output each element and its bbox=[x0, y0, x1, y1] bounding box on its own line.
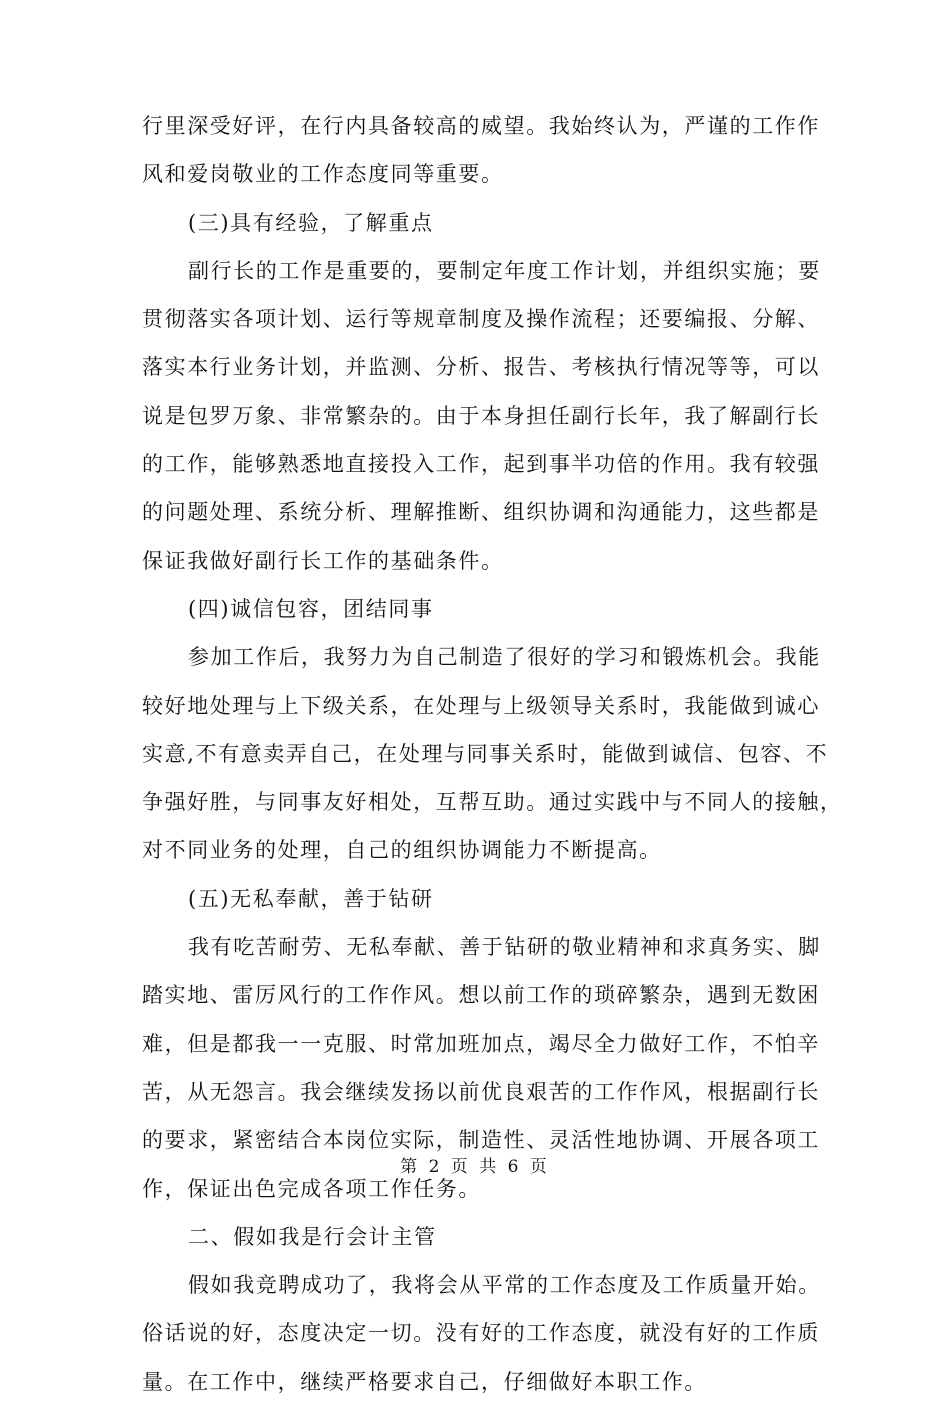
paragraph-first-line: 参加工作后，我努力为自己制造了很好的学习和锻炼机会。我能 bbox=[188, 645, 821, 670]
body-text-line: 踏实地、雷厉风行的工作作风。想以前工作的琐碎繁杂，遇到无数困 bbox=[142, 983, 820, 1008]
paragraph-first-line: 假如我竞聘成功了，我将会从平常的工作态度及工作质量开始。 bbox=[188, 1273, 821, 1298]
paragraph-first-line: 副行长的工作是重要的，要制定年度工作计划，并组织实施；要 bbox=[188, 258, 821, 283]
section-heading: (四)诚信包容，团结同事 bbox=[188, 596, 434, 621]
section-heading: (三)具有经验，了解重点 bbox=[188, 210, 434, 235]
section-heading: (五)无私奉献，善于钻研 bbox=[188, 886, 434, 911]
body-text-line: 行里深受好评，在行内具备较高的威望。我始终认为，严谨的工作作 bbox=[142, 114, 820, 138]
body-text-line: 落实本行业务计划，并监测、分析、报告、考核执行情况等等，可以 bbox=[142, 355, 820, 380]
section-heading: 二、假如我是行会计主管 bbox=[188, 1224, 437, 1249]
body-text-line: 争强好胜，与同事友好相处，互帮互助。通过实践中与不同人的接触， bbox=[142, 790, 843, 815]
body-text-line: 较好地处理与上下级关系，在处理与上级领导关系时，我能做到诚心 bbox=[142, 693, 820, 718]
body-text-line: 风和爱岗敬业的工作态度同等重要。 bbox=[142, 162, 504, 187]
paragraph-first-line: 我有吃苦耐劳、无私奉献、善于钻研的敬业精神和求真务实、脚 bbox=[188, 935, 821, 960]
body-text-line: 贯彻落实各项计划、运行等规章制度及操作流程；还要编报、分解、 bbox=[142, 307, 820, 332]
page-number-footer: 第 2 页 共 6 页 bbox=[400, 1157, 550, 1177]
body-text-line: 的问题处理、系统分析、理解推断、组织协调和沟通能力，这些都是 bbox=[142, 500, 820, 525]
body-text-line: 的工作，能够熟悉地直接投入工作，起到事半功倍的作用。我有较强 bbox=[142, 452, 820, 477]
body-text-line: 实意,不有意卖弄自己，在处理与同事关系时，能做到诚信、包容、不 bbox=[142, 741, 829, 766]
body-text-line: 苦，从无怨言。我会继续发扬以前优良艰苦的工作作风，根据副行长 bbox=[142, 1079, 820, 1104]
document-body bbox=[142, 102, 843, 1406]
body-text-line: 的要求，紧密结合本岗位实际，制造性、灵活性地协调、开展各项工 bbox=[142, 1128, 820, 1153]
body-text-line: 量。在工作中，继续严格要求自己，仔细做好本职工作。 bbox=[142, 1369, 707, 1394]
body-text-line: 作，保证出色完成各项工作任务。 bbox=[142, 1176, 481, 1201]
body-text-line: 说是包罗万象、非常繁杂的。由于本身担任副行长年，我了解副行长 bbox=[142, 403, 820, 428]
body-text-line: 对不同业务的处理，自己的组织协调能力不断提高。 bbox=[142, 838, 662, 863]
body-text-line: 俗话说的好，态度决定一切。没有好的工作态度，就没有好的工作质 bbox=[142, 1321, 820, 1346]
body-text-line: 难，但是都我一一克服、时常加班加点，竭尽全力做好工作，不怕辛 bbox=[142, 1031, 820, 1056]
body-text-line: 保证我做好副行长工作的基础条件。 bbox=[142, 548, 504, 573]
